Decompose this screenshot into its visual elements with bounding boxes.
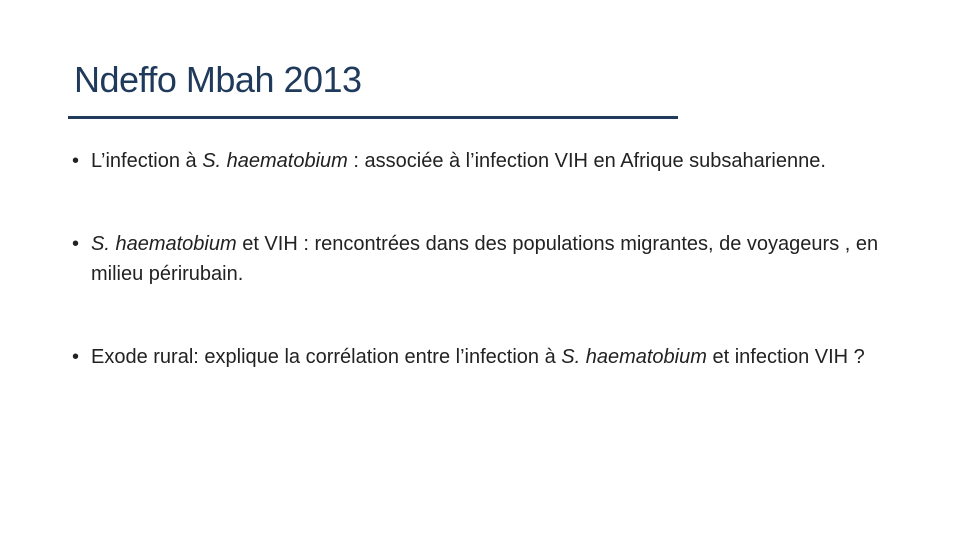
title-underline: [68, 116, 678, 119]
bullet-item: [72, 342, 892, 372]
bullet-text-segment: L’infection à: [91, 150, 203, 172]
bullet-marker: •: [72, 233, 80, 255]
bullet-text-segment: Exode rural: explique la corrélation entre l’infection à: [91, 346, 562, 368]
bullet-item: [72, 229, 892, 289]
bullet-text-segment: et VIH : rencontrées dans des populations migrantes, de voyageurs , en milieu périrubain.: [91, 233, 879, 285]
bullet-text-segment: : associée à l’infection VIH en Afrique subsaharienne.: [347, 150, 826, 172]
bullet-item: [72, 146, 892, 176]
bullet-marker: •: [72, 346, 80, 368]
slide-title: Ndeffo Mbah 2013: [74, 59, 362, 100]
bullet-list: [72, 146, 892, 372]
bullet-text-italic-segment: S. haematobium: [202, 150, 348, 172]
bullet-text-italic-segment: S. haematobium: [561, 346, 707, 368]
bullet-text-italic-segment: S. haematobium: [91, 233, 237, 255]
bullet-text-segment: et infection VIH ?: [706, 346, 865, 368]
bullet-marker: •: [72, 150, 80, 172]
